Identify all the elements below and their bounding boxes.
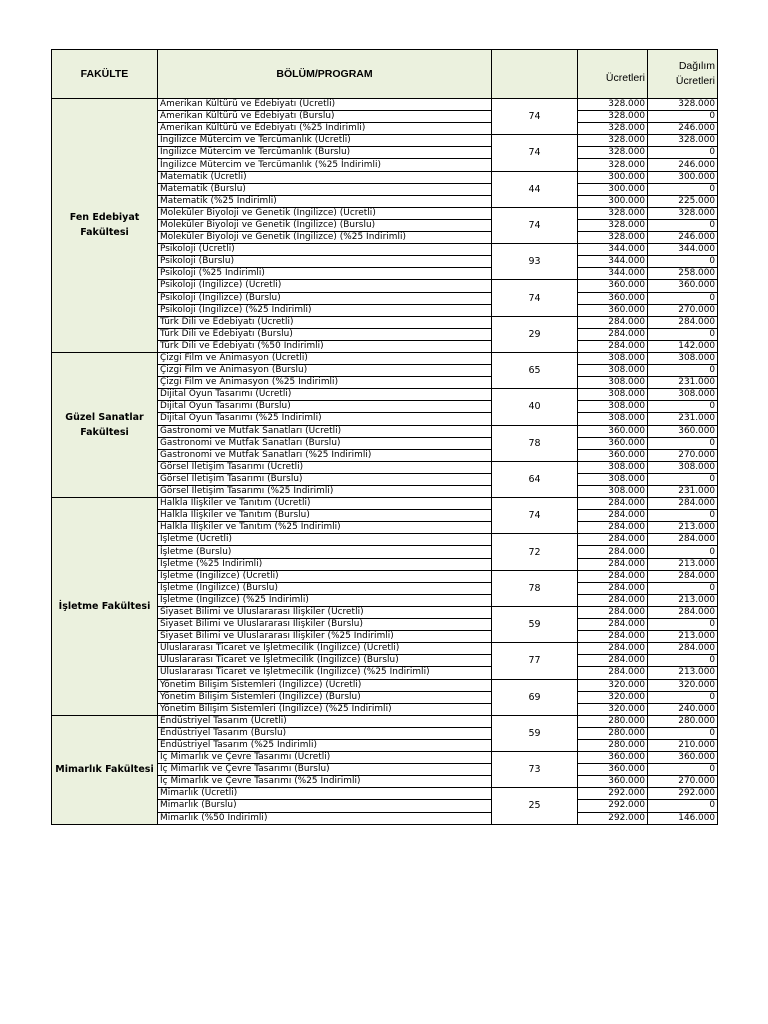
program-name: Mimarlık (Burslu) [158, 800, 492, 812]
header-distribution [648, 50, 718, 99]
program-name: İngilizce Mütercim ve Tercümanlık (%25 İndirimli) [158, 159, 492, 171]
program-name: Amerikan Kültürü ve Edebiyatı (Burslu) [158, 111, 492, 123]
program-name: Çizgi Film ve Animasyon (%25 İndirimli) [158, 377, 492, 389]
fee-value: 300.000 [578, 195, 648, 207]
distribution-value: 0 [648, 147, 718, 159]
distribution-value: 284.000 [648, 570, 718, 582]
fee-value: 284.000 [578, 631, 648, 643]
distribution-value: 0 [648, 437, 718, 449]
header-program: BÖLÜM/PROGRAM [158, 50, 492, 99]
program-name: İç Mimarlık ve Çevre Tasarımı (Ücretli) [158, 752, 492, 764]
fee-value: 308.000 [578, 389, 648, 401]
distribution-value: 213.000 [648, 522, 718, 534]
fee-value: 284.000 [578, 340, 648, 352]
distribution-value: 270.000 [648, 776, 718, 788]
distribution-value: 284.000 [648, 316, 718, 328]
quota-value: 93 [492, 244, 578, 280]
distribution-value: 300.000 [648, 171, 718, 183]
distribution-value: 0 [648, 473, 718, 485]
fee-value: 360.000 [578, 752, 648, 764]
fee-value: 284.000 [578, 328, 648, 340]
distribution-value: 0 [648, 111, 718, 123]
table-row [52, 352, 718, 364]
fee-value: 328.000 [578, 123, 648, 135]
distribution-value: 0 [648, 582, 718, 594]
fee-value: 284.000 [578, 606, 648, 618]
distribution-value: 0 [648, 365, 718, 377]
program-name: Psikoloji (%25 İndirimli) [158, 268, 492, 280]
table-row [52, 99, 718, 111]
faculty-name: İşletme Fakültesi [52, 498, 158, 716]
fee-value: 280.000 [578, 727, 648, 739]
fee-value: 308.000 [578, 401, 648, 413]
program-name: Türk Dili ve Edebiyatı (Burslu) [158, 328, 492, 340]
distribution-value: 280.000 [648, 715, 718, 727]
program-name: İşletme (İngilizce) (%25 İndirimli) [158, 594, 492, 606]
faculty-name: Mimarlık Fakültesi [52, 715, 158, 824]
fee-value: 308.000 [578, 413, 648, 425]
fee-value: 360.000 [578, 425, 648, 437]
fee-value: 280.000 [578, 739, 648, 751]
distribution-value: 231.000 [648, 486, 718, 498]
fee-value: 284.000 [578, 643, 648, 655]
fee-value: 284.000 [578, 522, 648, 534]
distribution-value: 0 [648, 619, 718, 631]
distribution-value: 0 [648, 691, 718, 703]
fee-value: 284.000 [578, 498, 648, 510]
fee-value: 344.000 [578, 244, 648, 256]
quota-value: 59 [492, 715, 578, 751]
quota-value: 40 [492, 389, 578, 425]
fee-value: 344.000 [578, 268, 648, 280]
distribution-value: 246.000 [648, 123, 718, 135]
fee-value: 360.000 [578, 764, 648, 776]
quota-value: 74 [492, 498, 578, 534]
fee-value: 328.000 [578, 232, 648, 244]
distribution-value: 142.000 [648, 340, 718, 352]
fee-value: 328.000 [578, 111, 648, 123]
distribution-value: 284.000 [648, 534, 718, 546]
distribution-value: 213.000 [648, 631, 718, 643]
distribution-value: 213.000 [648, 667, 718, 679]
fee-table [51, 49, 718, 825]
program-name: İngilizce Mütercim ve Tercümanlık (Burslu) [158, 147, 492, 159]
distribution-value: 0 [648, 256, 718, 268]
distribution-value: 328.000 [648, 207, 718, 219]
program-name: Gastronomi ve Mutfak Sanatları (Burslu) [158, 437, 492, 449]
header-distribution-line1: Dağılım [678, 60, 715, 72]
program-name: İşletme (Ücretli) [158, 534, 492, 546]
fee-value: 328.000 [578, 159, 648, 171]
quota-value: 73 [492, 752, 578, 788]
program-name: Çizgi Film ve Animasyon (Ücretli) [158, 352, 492, 364]
program-name: Halkla İlişkiler ve Tanıtım (%25 İndirimli) [158, 522, 492, 534]
distribution-value: 231.000 [648, 377, 718, 389]
program-name: Mimarlık (Ücretli) [158, 788, 492, 800]
program-name: Siyaset Bilimi ve Uluslararası İlişkiler (Ücretli) [158, 606, 492, 618]
program-name: Psikoloji (İngilizce) (Ücretli) [158, 280, 492, 292]
distribution-value: 308.000 [648, 352, 718, 364]
fee-value: 344.000 [578, 256, 648, 268]
fee-value: 292.000 [578, 788, 648, 800]
program-name: Moleküler Biyoloji ve Genetik (İngilizce) (%25 İndirimli) [158, 232, 492, 244]
distribution-value: 213.000 [648, 558, 718, 570]
fee-value: 328.000 [578, 207, 648, 219]
fee-value: 284.000 [578, 546, 648, 558]
fee-value: 320.000 [578, 679, 648, 691]
faculty-name: Fen Edebiyat Fakültesi [52, 99, 158, 353]
quota-value: 59 [492, 606, 578, 642]
quota-value: 65 [492, 352, 578, 388]
fee-value: 320.000 [578, 703, 648, 715]
program-name: Siyaset Bilimi ve Uluslararası İlişkiler (%25 İndirimli) [158, 631, 492, 643]
distribution-value: 231.000 [648, 413, 718, 425]
fee-table-body [52, 99, 718, 825]
distribution-value: 0 [648, 328, 718, 340]
distribution-value: 0 [648, 510, 718, 522]
distribution-value: 213.000 [648, 594, 718, 606]
fee-value: 360.000 [578, 292, 648, 304]
header-quota [492, 50, 578, 99]
fee-value: 292.000 [578, 812, 648, 824]
distribution-value: 360.000 [648, 425, 718, 437]
distribution-value: 270.000 [648, 304, 718, 316]
program-name: Psikoloji (İngilizce) (Burslu) [158, 292, 492, 304]
distribution-value: 0 [648, 655, 718, 667]
program-name: Matematik (%25 İndirimli) [158, 195, 492, 207]
quota-value: 72 [492, 534, 578, 570]
fee-value: 328.000 [578, 219, 648, 231]
fee-value: 284.000 [578, 655, 648, 667]
program-name: Dijital Oyun Tasarımı (Burslu) [158, 401, 492, 413]
fee-value: 308.000 [578, 377, 648, 389]
faculty-name: Güzel Sanatlar Fakültesi [52, 352, 158, 497]
table-row [52, 498, 718, 510]
distribution-value: 308.000 [648, 461, 718, 473]
program-name: Yönetim Bilişim Sistemleri (İngilizce) (Burslu) [158, 691, 492, 703]
fee-value: 360.000 [578, 449, 648, 461]
header-distribution-line2: Ücretleri [675, 75, 715, 87]
quota-value: 69 [492, 679, 578, 715]
program-name: Gastronomi ve Mutfak Sanatları (Ücretli) [158, 425, 492, 437]
distribution-value: 284.000 [648, 643, 718, 655]
header-fee: Ücretleri [578, 50, 648, 99]
distribution-value: 0 [648, 292, 718, 304]
distribution-value: 210.000 [648, 739, 718, 751]
fee-value: 284.000 [578, 510, 648, 522]
distribution-value: 328.000 [648, 135, 718, 147]
quota-value: 74 [492, 135, 578, 171]
program-name: Dijital Oyun Tasarımı (Ücretli) [158, 389, 492, 401]
distribution-value: 0 [648, 401, 718, 413]
program-name: Psikoloji (Ücretli) [158, 244, 492, 256]
distribution-value: 308.000 [648, 389, 718, 401]
fee-value: 300.000 [578, 171, 648, 183]
fee-value: 360.000 [578, 776, 648, 788]
fee-value: 284.000 [578, 534, 648, 546]
program-name: Endüstriyel Tasarım (%25 İndirimli) [158, 739, 492, 751]
distribution-value: 292.000 [648, 788, 718, 800]
fee-value: 360.000 [578, 437, 648, 449]
distribution-value: 258.000 [648, 268, 718, 280]
program-name: Matematik (Ücretli) [158, 171, 492, 183]
fee-value: 328.000 [578, 99, 648, 111]
fee-value: 308.000 [578, 461, 648, 473]
fee-value: 360.000 [578, 304, 648, 316]
distribution-value: 0 [648, 183, 718, 195]
program-name: Dijital Oyun Tasarımı (%25 İndirimli) [158, 413, 492, 425]
program-name: İşletme (İngilizce) (Ücretli) [158, 570, 492, 582]
program-name: Uluslararası Ticaret ve İşletmecilik (İngilizce) (Ücretli) [158, 643, 492, 655]
program-name: Moleküler Biyoloji ve Genetik (İngilizce) (Burslu) [158, 219, 492, 231]
program-name: Endüstriyel Tasarım (Ücretli) [158, 715, 492, 727]
quota-value: 64 [492, 461, 578, 497]
quota-value: 77 [492, 643, 578, 679]
distribution-value: 246.000 [648, 232, 718, 244]
distribution-value: 146.000 [648, 812, 718, 824]
program-name: Halkla İlişkiler ve Tanıtım (Ücretli) [158, 498, 492, 510]
fee-value: 328.000 [578, 147, 648, 159]
program-name: Halkla İlişkiler ve Tanıtım (Burslu) [158, 510, 492, 522]
program-name: İç Mimarlık ve Çevre Tasarımı (Burslu) [158, 764, 492, 776]
program-name: Uluslararası Ticaret ve İşletmecilik (İngilizce) (%25 İndirimli) [158, 667, 492, 679]
fee-value: 280.000 [578, 715, 648, 727]
fee-value: 284.000 [578, 667, 648, 679]
program-name: Mimarlık (%50 İndirimli) [158, 812, 492, 824]
distribution-value: 328.000 [648, 99, 718, 111]
distribution-value: 360.000 [648, 752, 718, 764]
distribution-value: 225.000 [648, 195, 718, 207]
fee-value: 292.000 [578, 800, 648, 812]
program-name: Uluslararası Ticaret ve İşletmecilik (İngilizce) (Burslu) [158, 655, 492, 667]
quota-value: 74 [492, 99, 578, 135]
fee-value: 284.000 [578, 558, 648, 570]
program-name: Yönetim Bilişim Sistemleri (İngilizce) (Ücretli) [158, 679, 492, 691]
distribution-value: 360.000 [648, 280, 718, 292]
quota-value: 74 [492, 207, 578, 243]
program-name: Amerikan Kültürü ve Edebiyatı (Ücretli) [158, 99, 492, 111]
table-row [52, 715, 718, 727]
quota-value: 74 [492, 280, 578, 316]
program-name: Görsel İletişim Tasarımı (%25 İndirimli) [158, 486, 492, 498]
fee-value: 284.000 [578, 316, 648, 328]
program-name: İngilizce Mütercim ve Tercümanlık (Ücretli) [158, 135, 492, 147]
distribution-value: 0 [648, 546, 718, 558]
distribution-value: 284.000 [648, 498, 718, 510]
quota-value: 25 [492, 788, 578, 824]
program-name: Psikoloji (Burslu) [158, 256, 492, 268]
program-name: Psikoloji (İngilizce) (%25 İndirimli) [158, 304, 492, 316]
fee-value: 308.000 [578, 486, 648, 498]
fee-value: 308.000 [578, 365, 648, 377]
fee-value: 308.000 [578, 352, 648, 364]
distribution-value: 0 [648, 727, 718, 739]
program-name: İşletme (İngilizce) (Burslu) [158, 582, 492, 594]
fee-value: 328.000 [578, 135, 648, 147]
distribution-value: 344.000 [648, 244, 718, 256]
quota-value: 29 [492, 316, 578, 352]
program-name: Görsel İletişim Tasarımı (Ücretli) [158, 461, 492, 473]
program-name: Gastronomi ve Mutfak Sanatları (%25 İndirimli) [158, 449, 492, 461]
fee-value: 320.000 [578, 691, 648, 703]
quota-value: 78 [492, 425, 578, 461]
program-name: Yönetim Bilişim Sistemleri (İngilizce) (%25 İndirimli) [158, 703, 492, 715]
fee-value: 308.000 [578, 473, 648, 485]
program-name: Çizgi Film ve Animasyon (Burslu) [158, 365, 492, 377]
program-name: Türk Dili ve Edebiyatı (Ücretli) [158, 316, 492, 328]
fee-value: 284.000 [578, 570, 648, 582]
distribution-value: 0 [648, 219, 718, 231]
program-name: İşletme (Burslu) [158, 546, 492, 558]
distribution-value: 0 [648, 764, 718, 776]
fee-value: 284.000 [578, 619, 648, 631]
fee-value: 284.000 [578, 582, 648, 594]
header-faculty: FAKÜLTE [52, 50, 158, 99]
program-name: Amerikan Kültürü ve Edebiyatı (%25 İndirimli) [158, 123, 492, 135]
quota-value: 44 [492, 171, 578, 207]
fee-value: 300.000 [578, 183, 648, 195]
distribution-value: 246.000 [648, 159, 718, 171]
distribution-value: 320.000 [648, 679, 718, 691]
distribution-value: 284.000 [648, 606, 718, 618]
distribution-value: 0 [648, 800, 718, 812]
quota-value: 78 [492, 570, 578, 606]
program-name: İç Mimarlık ve Çevre Tasarımı (%25 İndirimli) [158, 776, 492, 788]
distribution-value: 270.000 [648, 449, 718, 461]
header-row [52, 50, 718, 99]
program-name: Moleküler Biyoloji ve Genetik (İngilizce) (Ücretli) [158, 207, 492, 219]
program-name: Görsel İletişim Tasarımı (Burslu) [158, 473, 492, 485]
program-name: Siyaset Bilimi ve Uluslararası İlişkiler (Burslu) [158, 619, 492, 631]
program-name: İşletme (%25 İndirimli) [158, 558, 492, 570]
fee-value: 360.000 [578, 280, 648, 292]
program-name: Türk Dili ve Edebiyatı (%50 İndirimli) [158, 340, 492, 352]
program-name: Matematik (Burslu) [158, 183, 492, 195]
fee-value: 284.000 [578, 594, 648, 606]
distribution-value: 240.000 [648, 703, 718, 715]
program-name: Endüstriyel Tasarım (Burslu) [158, 727, 492, 739]
